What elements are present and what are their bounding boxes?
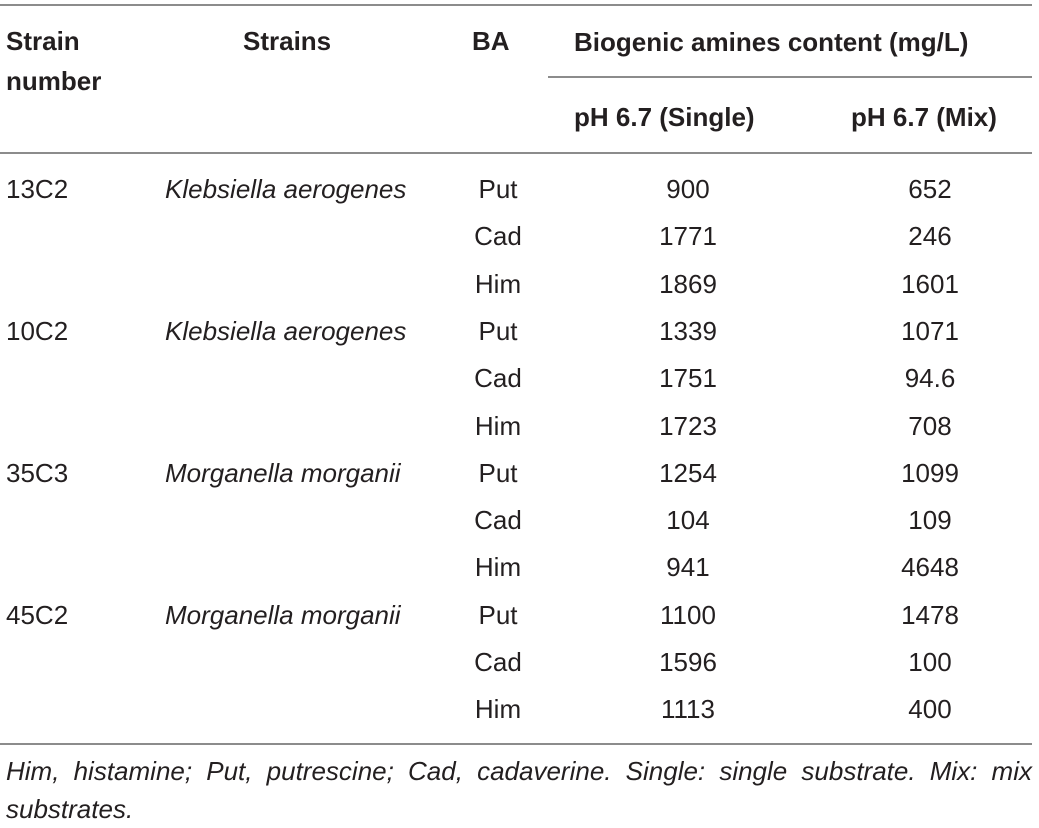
table-footnote: Him, histamine; Put, putrescine; Cad, cadaverine. Single: single substrate. Mix: mix substrates. — [6, 756, 1032, 824]
strain-name-cell: Klebsiella aerogenes — [165, 316, 407, 346]
single-value-cell: 1771 — [659, 221, 717, 251]
strain-number-cell: 13C2 — [6, 174, 69, 204]
header-ph-mix: pH 6.7 (Mix) — [851, 102, 997, 132]
ba-cell: Cad — [474, 363, 522, 393]
ba-cell: Him — [474, 269, 522, 299]
header-biogenic-amines-content: Biogenic amines content (mg/L) — [574, 27, 969, 57]
mix-value-cell: 100 — [908, 647, 952, 677]
strain-number-cell: 10C2 — [6, 316, 69, 346]
ba-cell: Put — [478, 458, 518, 488]
single-value-cell: 1596 — [659, 647, 717, 677]
single-value-cell: 1254 — [659, 458, 717, 488]
strain-number-cell: 45C2 — [6, 600, 69, 630]
ba-cell: Put — [478, 316, 518, 346]
ba-cell: Him — [474, 411, 522, 441]
strain-number-cell: 35C3 — [6, 458, 69, 488]
mix-value-cell: 246 — [908, 221, 952, 251]
single-value-cell: 941 — [666, 552, 710, 582]
ba-cell: Cad — [474, 221, 522, 251]
ba-cell: Him — [474, 694, 522, 724]
header-rule — [0, 152, 1032, 154]
mix-value-cell: 1601 — [901, 269, 959, 299]
single-value-cell: 1869 — [659, 269, 717, 299]
mix-value-cell: 94.6 — [904, 363, 956, 393]
ba-cell: Put — [478, 600, 518, 630]
mix-value-cell: 708 — [908, 411, 952, 441]
mix-value-cell: 400 — [908, 694, 952, 724]
single-value-cell: 900 — [666, 174, 710, 204]
top-rule — [0, 4, 1032, 6]
strain-name-cell: Morganella morganii — [165, 458, 401, 488]
single-value-cell: 1751 — [659, 363, 717, 393]
mix-value-cell: 1071 — [901, 316, 959, 346]
strain-name-cell: Klebsiella aerogenes — [165, 174, 407, 204]
single-value-cell: 1723 — [659, 411, 717, 441]
single-value-cell: 1100 — [660, 600, 716, 630]
mix-value-cell: 652 — [908, 174, 952, 204]
ba-cell: Him — [474, 552, 522, 582]
strain-name-cell: Morganella morganii — [165, 600, 401, 630]
ba-cell: Cad — [474, 505, 522, 535]
header-ba: BA — [472, 26, 510, 56]
mix-value-cell: 1099 — [901, 458, 959, 488]
ba-cell: Put — [478, 174, 518, 204]
mix-value-cell: 4648 — [901, 552, 959, 582]
bottom-rule — [0, 743, 1032, 745]
ba-cell: Cad — [474, 647, 522, 677]
mix-value-cell: 109 — [908, 505, 952, 535]
group-header-rule — [548, 76, 1032, 78]
header-strains: Strains — [243, 26, 332, 56]
single-value-cell: 1113 — [661, 694, 715, 724]
header-strain-number: Strain number — [6, 26, 102, 96]
single-value-cell: 104 — [666, 505, 710, 535]
single-value-cell: 1339 — [659, 316, 717, 346]
mix-value-cell: 1478 — [901, 600, 959, 630]
header-ph-single: pH 6.7 (Single) — [574, 102, 755, 132]
